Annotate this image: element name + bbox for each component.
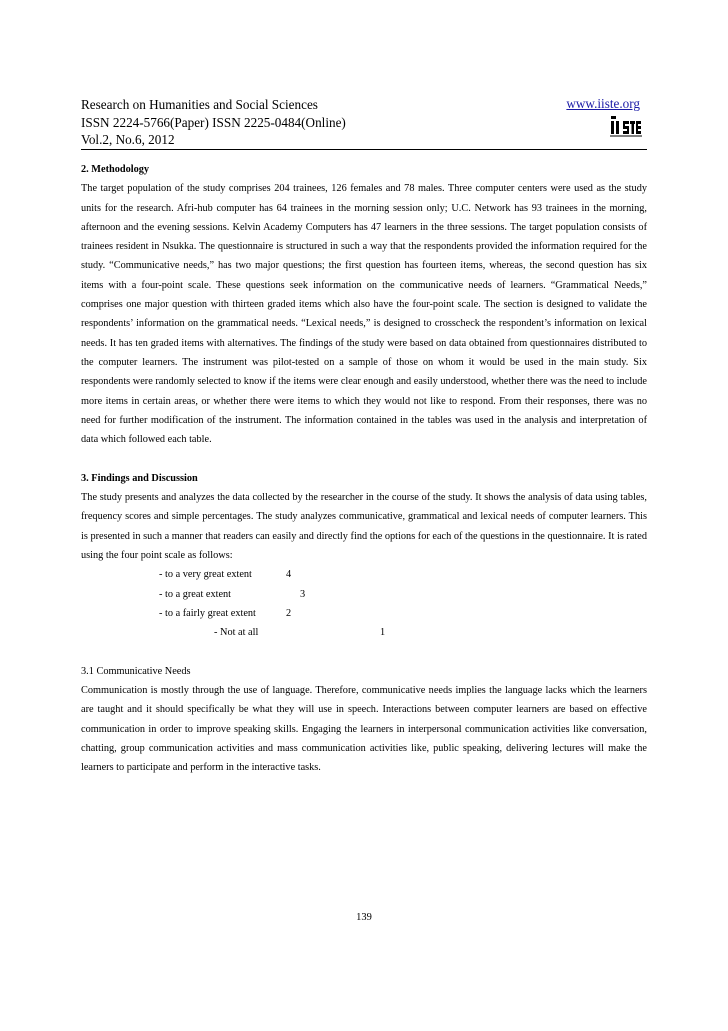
journal-url-link[interactable]: www.iiste.org: [566, 96, 640, 111]
scale-label: - to a great extent: [159, 588, 232, 600]
spacer: [81, 449, 647, 468]
journal-title: Research on Humanities and Social Sciences: [81, 97, 318, 112]
header-divider: [81, 149, 647, 150]
scale-value: 4: [286, 569, 292, 581]
methodology-paragraph: The target population of the study comprises 204 trainees, 126 females and 78 males. Three computer centers were used as the study units for the research. Afri-hub computer has 64 trainees in the morning session only; U.C. Network has 93 trainees in the morning, afternoon and the evening sessions. Kelvin Academy Computers has 47 learners in the three sessions. The target population consists of trainees resident in Nsukka. The questionnaire is structured in such a way that the respondents provided the information required for the study. “Communicative needs,” has two major questions; the first question has fourteen items, whereas, the second question has six items with a four-point scale. These questions seek information on the communicative needs of learners. “Grammatical Needs,” comprises one major question with thirteen graded items which also have the four-point scale. The section is designed to validate the respondents’ information on the grammatical needs. “Lexical needs,” is designed to crosscheck the respondent’s information on lexical needs. It has ten graded items with alternatives. The findings of the study were based on data obtained from questionnaires distributed to the computer learners. The instrument was pilot-tested on a sample of those on whom it would be used in the main study. Six respondents were randomly selected to know if the items were clear enough and easily understood, whether there was the need to include more items in certain areas, or whether there were items to which they would not like to respond. From their responses, there was no need for further modification of the instrument. The information contained in the tables was used in the analysis and interpretation of data which followed each table.: [81, 183, 647, 446]
scale-value: 1: [380, 627, 386, 639]
communicative-needs-paragraph: Communication is mostly through the use of language. Therefore, communicative needs implies the language lacks which the learners are taught and it should specifically be what they will use in speech. Interactions between computer learners are based on effective communication in order to improve speaking skills. Engaging the learners in interpersonal communication activities like conversation, chatting, group communication activities and mass communication activities like, public speaking, delivering lectures will make the learners to participate and perform in the interactive tasks.: [81, 685, 647, 774]
issn-line: ISSN 2224-5766(Paper) ISSN 2225-0484(Online): [81, 114, 346, 130]
scale-label: - to a very great extent: [159, 569, 252, 581]
scale-item-4: [81, 565, 647, 584]
volume-line: Vol.2, No.6, 2012: [81, 132, 175, 147]
spacer: [81, 642, 647, 661]
findings-heading: 3. Findings and Discussion: [81, 472, 198, 484]
scale-value: 2: [286, 607, 292, 619]
scale-item-2: [81, 604, 647, 623]
findings-paragraph: The study presents and analyzes the data collected by the researcher in the course of the study. It shows the analysis of data using tables, frequency scores and simple percentages. The study analyzes communicative, grammatical and lexical needs of computer learners. This is presented in such a manner that readers can easily and directly find the options for each of the questions in the questionnaire. It is rated using the four point scale as follows:: [81, 492, 647, 561]
page-header: [81, 96, 644, 149]
communicative-needs-heading: 3.1 Communicative Needs: [81, 665, 191, 677]
article-body: [81, 160, 647, 778]
page-number: 139: [356, 912, 372, 923]
iiste-logo: [610, 116, 642, 138]
scale-item-3: [81, 585, 647, 604]
scale-label: - to a fairly great extent: [159, 607, 256, 619]
methodology-heading: 2. Methodology: [81, 164, 150, 175]
scale-item-1: [81, 623, 647, 642]
scale-label: - Not at all: [214, 627, 259, 639]
scale-value: 3: [300, 588, 306, 600]
